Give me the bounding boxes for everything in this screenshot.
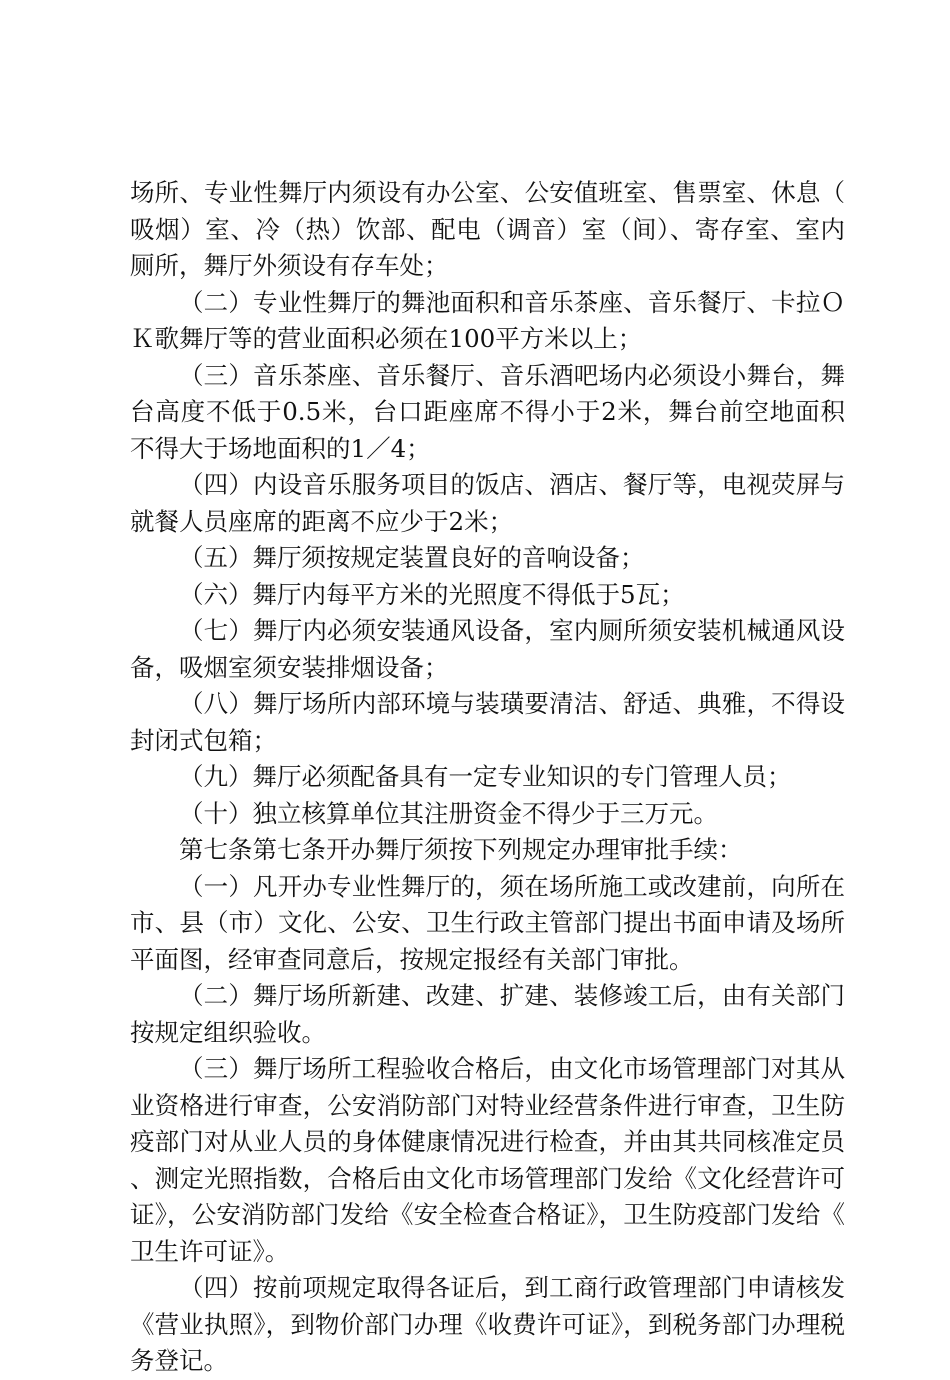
paragraph-item-3-stage: （三）音乐茶座、音乐餐厅、音乐酒吧场内必须设小舞台，舞台高度不低于0.5米，台口距座席不得小于2米，舞台前空地面积不得大于场地面积的1／4； <box>130 360 845 463</box>
paragraph-item-9-staff: （九）舞厅必须配备具有一定专业知识的专门管理人员； <box>179 762 792 791</box>
paragraph-item-7-ventilation: （七）舞厅内必须安装通风设备，室内厕所须安装机械通风设备，吸烟室须安装排烟设备； <box>130 616 845 682</box>
paragraph-item-8-environment: （八）舞厅场所内部环境与装璜要清洁、舒适、典雅，不得设封闭式包箱； <box>130 689 845 755</box>
paragraph-item-2-area: （二）专业性舞厅的舞池面积和音乐茶座、音乐餐厅、卡拉ＯＫ歌舞厅等的营业面积必须在100平方米以上； <box>130 287 845 353</box>
paragraph-item-4-screen-distance: （四）内设音乐服务项目的饭店、酒店、餐厅等，电视荧屏与就餐人员座席的距离不应少于2米； <box>130 470 845 536</box>
paragraph-approval-step-3: （三）舞厅场所工程验收合格后，由文化市场管理部门对其从业资格进行审查，公安消防部门对特业经营条件进行审查，卫生防疫部门对从业人员的身体健康情况进行检查，并由其共同核准定员、测定光照指数，合格后由文化市场管理部门发给《文化经营许可证》，公安消防部门发给《安全检查合格证》，卫生防疫部门发给《卫生许可证》。 <box>130 1054 845 1266</box>
paragraph-approval-step-1: （一）凡开办专业性舞厅的，须在场所施工或改建前，向所在市、县（市）文化、公安、卫生行政主管部门提出书面申请及场所平面图，经审查同意后，按规定报经有关部门审批。 <box>130 871 845 974</box>
paragraph-facility-requirements: 场所、专业性舞厅内须设有办公室、公安值班室、售票室、休息（吸烟）室、冷（热）饮部、配电（调音）室（间）、寄存室、室内厕所，舞厅外须设有存车处； <box>130 178 845 280</box>
paragraph-item-5-audio: （五）舞厅须按规定装置良好的音响设备； <box>179 543 645 572</box>
paragraph-approval-step-2: （二）舞厅场所新建、改建、扩建、装修竣工后，由有关部门按规定组织验收。 <box>130 981 845 1047</box>
paragraph-article-7-heading: 第七条第七条开办舞厅须按下列规定办理审批手续： <box>179 835 743 864</box>
paragraph-item-10-capital: （十）独立核算单位其注册资金不得少于三万元。 <box>179 798 718 828</box>
paragraph-approval-step-4: （四）按前项规定取得各证后，到工商行政管理部门申请核发《营业执照》，到物价部门办理《收费许可证》，到税务部门办理税务登记。 <box>130 1273 845 1375</box>
paragraph-item-6-lighting: （六）舞厅内每平方米的光照度不得低于5瓦； <box>179 579 685 609</box>
document-page <box>130 175 845 1380</box>
